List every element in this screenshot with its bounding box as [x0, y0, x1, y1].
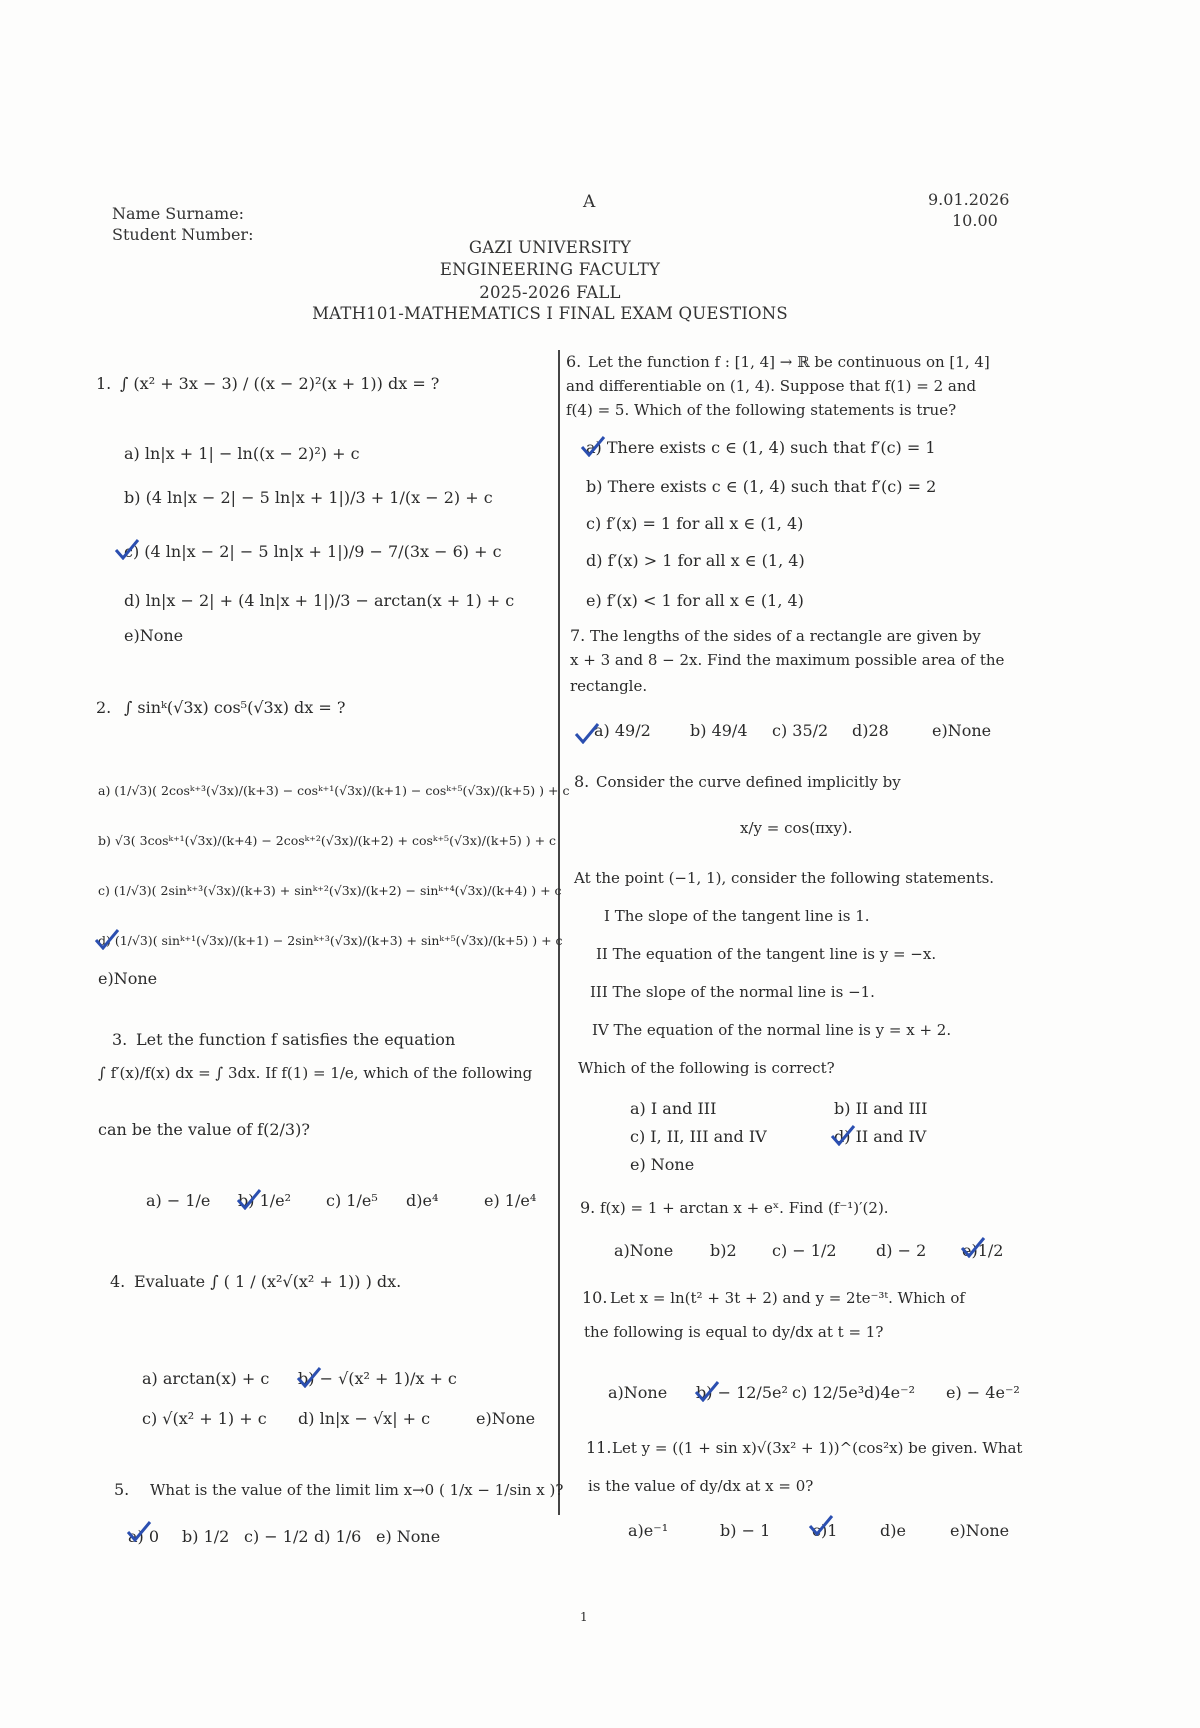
q11-answer-check-icon: [808, 1514, 834, 1536]
q1-option-c: c) (4 ln|x − 2| − 5 ln|x + 1|)/9 − 7/(3x − 6) + c: [124, 542, 502, 561]
q9-option-a: a)None: [614, 1241, 674, 1260]
q9-option-d: d) − 2: [876, 1241, 927, 1260]
q5-option-b: b) 1/2: [182, 1527, 230, 1546]
q10-stem-line1: Let x = ln(t² + 3t + 2) and y = 2te⁻³ᵗ. Which of: [610, 1289, 965, 1307]
q8-answer-check-icon: [830, 1124, 856, 1146]
q7-number: 7.: [570, 626, 586, 645]
title-term: 2025-2026 FALL: [479, 283, 621, 302]
q8-option-e: e) None: [630, 1155, 695, 1174]
q1-number: 1.: [96, 374, 112, 393]
q9-option-c: c) − 1/2: [772, 1241, 837, 1260]
q9-stem: f(x) = 1 + arctan x + eˣ. Find (f⁻¹)′(2).: [600, 1199, 889, 1217]
exam-time: 10.00: [952, 211, 998, 230]
q6-option-d: d) f′(x) > 1 for all x ∈ (1, 4): [586, 551, 805, 570]
exam-date: 9.01.2026: [928, 190, 1010, 209]
q2-stem: ∫ sinᵏ(√3x) cos⁵(√3x) dx = ?: [124, 698, 346, 717]
q3-option-a: a) − 1/e: [146, 1191, 211, 1210]
q7-stem-line2: x + 3 and 8 − 2x. Find the maximum possible area of the: [570, 651, 1005, 669]
q9-option-e: e)1/2: [962, 1241, 1004, 1260]
q10-option-e: e) − 4e⁻²: [946, 1383, 1020, 1402]
q8-stem-line1: Consider the curve defined implicitly by: [596, 773, 901, 791]
q8-statement-1: I The slope of the tangent line is 1.: [604, 907, 870, 925]
q10-option-c: c) 12/5e³: [792, 1383, 865, 1402]
q11-number: 11.: [586, 1438, 612, 1457]
q5-option-c: c) − 1/2: [244, 1527, 309, 1546]
q8-statement-4: IV The equation of the normal line is y = x + 2.: [592, 1021, 952, 1039]
q8-statement-3: III The slope of the normal line is −1.: [590, 983, 875, 1001]
q1-option-a: a) ln|x + 1| − ln((x − 2)²) + c: [124, 444, 360, 463]
q4-number: 4.: [110, 1272, 126, 1291]
q8-equation: x/y = cos(πxy).: [740, 819, 853, 837]
q5-option-a: a) 0: [128, 1527, 160, 1546]
title-university: GAZI UNIVERSITY: [468, 238, 632, 257]
q7-option-d: d)28: [852, 721, 889, 740]
q8-number: 8.: [574, 772, 590, 791]
q1-option-b: b) (4 ln|x − 2| − 5 ln|x + 1|)/3 + 1/(x − 2) + c: [124, 488, 493, 507]
q3-option-e: e) 1/e⁴: [484, 1191, 537, 1210]
q6-option-b: b) There exists c ∈ (1, 4) such that f′(c) = 2: [586, 477, 937, 496]
q11-option-c: c)1: [812, 1521, 838, 1540]
q11-stem-line2: is the value of dy/dx at x = 0?: [588, 1477, 814, 1495]
q7-option-c: c) 35/2: [772, 721, 829, 740]
q11-option-d: d)e: [880, 1521, 906, 1540]
q6-option-a: a) There exists c ∈ (1, 4) such that f′(c) = 1: [586, 438, 936, 457]
q5-number: 5.: [114, 1480, 130, 1499]
q10-option-b: b) − 12/5e²: [696, 1383, 788, 1402]
q10-option-d: d)4e⁻²: [864, 1383, 915, 1402]
q4-option-b: b) − √(x² + 1)/x + c: [298, 1369, 457, 1388]
q7-option-a: a) 49/2: [594, 721, 651, 740]
q2-number: 2.: [96, 698, 112, 717]
q8-stem-line2: At the point (−1, 1), consider the following statements.: [574, 869, 995, 887]
q3-option-c: c) 1/e⁵: [326, 1191, 378, 1210]
q8-statement-2: II The equation of the tangent line is y = −x.: [596, 945, 937, 963]
q5-answer-check-icon: [126, 1520, 152, 1542]
q5-option-e: e) None: [376, 1527, 441, 1546]
title-faculty: ENGINEERING FACULTY: [439, 260, 661, 279]
q2-option-b: b) √3( 3cosᵏ⁺¹(√3x)/(k+4) − 2cosᵏ⁺²(√3x)/(k+2) + cosᵏ⁺⁵(√3x)/(k+5) ) + c: [98, 833, 557, 848]
q3-number: 3.: [112, 1030, 128, 1049]
q5-option-d: d) 1/6: [314, 1527, 362, 1546]
q2-option-c: c) (1/√3)( 2sinᵏ⁺³(√3x)/(k+3) + sinᵏ⁺²(√3x)/(k+2) − sinᵏ⁺⁴(√3x)/(k+4) ) + c: [98, 883, 562, 898]
q8-option-a: a) I and III: [630, 1099, 717, 1118]
q9-answer-check-icon: [960, 1236, 986, 1258]
q8-stem-line3: Which of the following is correct?: [578, 1059, 835, 1077]
q7-stem-line3: rectangle.: [570, 677, 648, 695]
q1-option-e: e)None: [124, 626, 184, 645]
q4-answer-check-icon: [296, 1366, 322, 1388]
student-number-label: Student Number:: [112, 225, 254, 244]
q6-number: 6.: [566, 352, 582, 371]
q3-answer-check-icon: [236, 1188, 262, 1210]
q10-stem-line2: the following is equal to dy/dx at t = 1?: [584, 1323, 884, 1341]
q11-option-a: a)e⁻¹: [628, 1521, 669, 1540]
q9-option-b: b)2: [710, 1241, 737, 1260]
page-number: 1: [580, 1610, 588, 1624]
q4-option-c: c) √(x² + 1) + c: [142, 1409, 267, 1428]
q10-answer-check-icon: [694, 1380, 720, 1402]
q11-stem-line1: Let y = ((1 + sin x)√(3x² + 1))^(cos²x) be given. What: [612, 1439, 1023, 1457]
q6-stem-line3: f(4) = 5. Which of the following statements is true?: [566, 401, 957, 419]
q3-option-d: d)e⁴: [406, 1191, 439, 1210]
q3-stem-line2: ∫ f′(x)/f(x) dx = ∫ 3dx. If f(1) = 1/e, which of the following: [98, 1064, 533, 1082]
q4-option-d: d) ln|x − √x| + c: [298, 1409, 431, 1428]
q4-stem: Evaluate ∫ ( 1 / (x²√(x² + 1)) ) dx.: [134, 1272, 402, 1291]
q7-option-b: b) 49/4: [690, 721, 748, 740]
q9-number: 9.: [580, 1198, 596, 1217]
q7-option-e: e)None: [932, 721, 992, 740]
q7-stem-line1: The lengths of the sides of a rectangle are given by: [590, 627, 981, 645]
q8-option-c: c) I, II, III and IV: [630, 1127, 767, 1146]
q4-option-e: e)None: [476, 1409, 536, 1428]
q6-stem-line2: and differentiable on (1, 4). Suppose that f(1) = 2 and: [566, 377, 977, 395]
q7-answer-check-icon: [574, 722, 600, 744]
name-surname-label: Name Surname:: [112, 204, 245, 223]
q6-answer-check-icon: [580, 435, 606, 457]
q10-option-a: a)None: [608, 1383, 668, 1402]
q6-stem-line1: Let the function f : [1, 4] → ℝ be continuous on [1, 4]: [588, 353, 990, 371]
q11-option-b: b) − 1: [720, 1521, 771, 1540]
q2-option-a: a) (1/√3)( 2cosᵏ⁺³(√3x)/(k+3) − cosᵏ⁺¹(√3x)/(k+1) − cosᵏ⁺⁵(√3x)/(k+5) ) + c: [98, 783, 570, 798]
q8-option-d: d) II and IV: [834, 1127, 927, 1146]
q2-answer-check-icon: [94, 928, 120, 950]
q2-option-e: e)None: [98, 969, 158, 988]
q3-stem-line1: Let the function f satisfies the equation: [136, 1030, 456, 1049]
q1-answer-check-icon: [114, 538, 140, 560]
q1-stem: ∫ (x² + 3x − 3) / ((x − 2)²(x + 1)) dx = ?: [120, 374, 440, 393]
q11-option-e: e)None: [950, 1521, 1010, 1540]
title-course: MATH101-MATHEMATICS I FINAL EXAM QUESTIONS: [312, 304, 788, 323]
q6-option-c: c) f′(x) = 1 for all x ∈ (1, 4): [586, 514, 804, 533]
q5-stem: What is the value of the limit lim x→0 ( 1/x − 1/sin x )?: [150, 1481, 564, 1499]
booklet-letter: A: [583, 192, 596, 212]
q2-option-d: d) (1/√3)( sinᵏ⁺¹(√3x)/(k+1) − 2sinᵏ⁺³(√3x)/(k+3) + sinᵏ⁺⁵(√3x)/(k+5) ) + c: [98, 933, 563, 948]
q3-stem-line3: can be the value of f(2/3)?: [98, 1120, 310, 1139]
q6-option-e: e) f′(x) < 1 for all x ∈ (1, 4): [586, 591, 804, 610]
q10-number: 10.: [582, 1288, 608, 1307]
q4-option-a: a) arctan(x) + c: [142, 1369, 270, 1388]
q3-option-b: b) 1/e²: [238, 1191, 292, 1210]
q8-option-b: b) II and III: [834, 1099, 928, 1118]
q1-option-d: d) ln|x − 2| + (4 ln|x + 1|)/3 − arctan(x + 1) + c: [124, 591, 515, 610]
